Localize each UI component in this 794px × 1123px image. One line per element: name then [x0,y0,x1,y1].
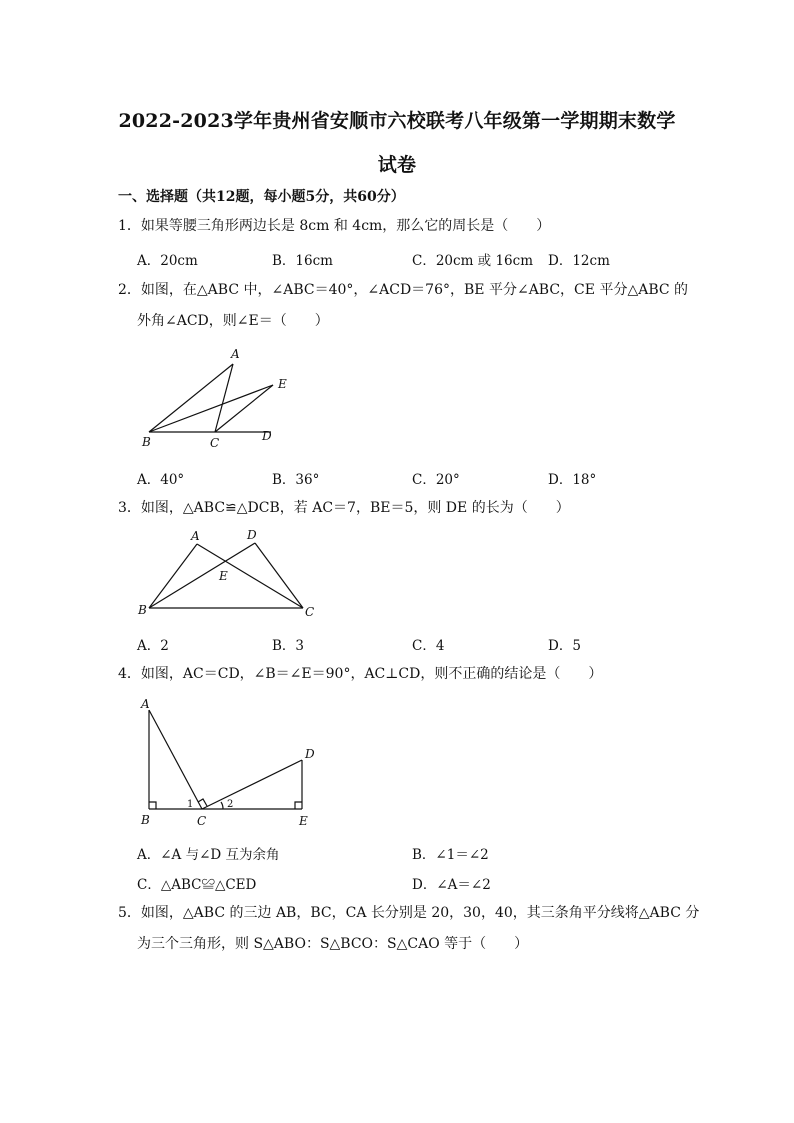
q4-angle-1: 1 [187,799,194,810]
q1-option-d: D．12cm [548,253,610,269]
section-heading: 一、选择题（共12题，每小题5分，共60分） [118,189,405,205]
q4-option-b: B．∠1＝∠2 [412,847,489,863]
q4-label-a: A [141,697,150,711]
question-3-text: 3．如图，△ABC≌△DCB，若 AC＝7，BE＝5，则 DE 的长为（ ） [118,500,570,516]
q4-label-e: E [299,814,308,828]
q4-option-c: C．△ABC≌△CED [137,877,257,893]
q3-label-e: E [219,569,228,583]
q3-congruent-figure [135,526,325,622]
q2-option-d: D．18° [548,472,597,488]
q3-option-b: B．3 [272,638,305,654]
q1-option-b: B．16cm [272,253,333,269]
question-4-text: 4．如图，AC＝CD，∠B＝∠E＝90°，AC⊥CD，则不正确的结论是（ ） [118,666,603,682]
q4-angle-2: 2 [227,799,234,810]
q3-option-a: A．2 [137,638,169,654]
q4-option-d: D．∠A＝∠2 [412,877,491,893]
question-1-text: 1．如果等腰三角形两边长是 8cm 和 4cm，那么它的周长是（ ） [118,218,551,234]
page-title-cont: 试卷 [377,154,417,176]
q3-label-d: D [247,528,257,542]
q4-label-c: C [197,814,207,828]
q1-option-c: C．20cm 或 16cm [412,253,533,269]
question-5-text: 5．如图，△ABC 的三边 AB，BC，CA 长分别是 20，30，40，其三条角平分线将△ABC 分 [118,905,700,921]
question-2-text: 2．如图，在△ABC 中，∠ABC＝40°，∠ACD＝76°，BE 平分∠ABC，CE 平分△ABC 的 [118,282,689,298]
question-2-text-cont: 外角∠ACD，则∠E＝（ ） [137,313,329,329]
q4-right-triangle-figure [135,694,335,832]
page-title: 2022-2023学年贵州省安顺市六校联考八年级第一学期期末数学 [118,110,676,132]
q2-label-b: B [142,435,151,449]
q2-triangle-figure [135,340,305,452]
q2-label-a: A [231,347,240,361]
q3-label-c: C [305,605,315,619]
q3-option-c: C．4 [412,638,445,654]
q2-label-d: D [262,429,272,443]
q4-label-d: D [305,747,315,761]
question-5-text-cont: 为三个三角形，则 S△ABO：S△BCO：S△CAO 等于（ ） [137,936,529,952]
q4-option-a: A．∠A 与∠D 互为余角 [137,847,280,863]
q2-option-a: A．40° [137,472,185,488]
q2-option-c: C．20° [412,472,460,488]
q3-label-b: B [138,603,147,617]
q2-option-b: B．36° [272,472,320,488]
q2-label-e: E [278,377,287,391]
q2-label-c: C [210,436,220,450]
q4-label-b: B [141,813,150,827]
q3-option-d: D．5 [548,638,581,654]
q3-label-a: A [191,529,200,543]
q1-option-a: A．20cm [137,253,198,269]
